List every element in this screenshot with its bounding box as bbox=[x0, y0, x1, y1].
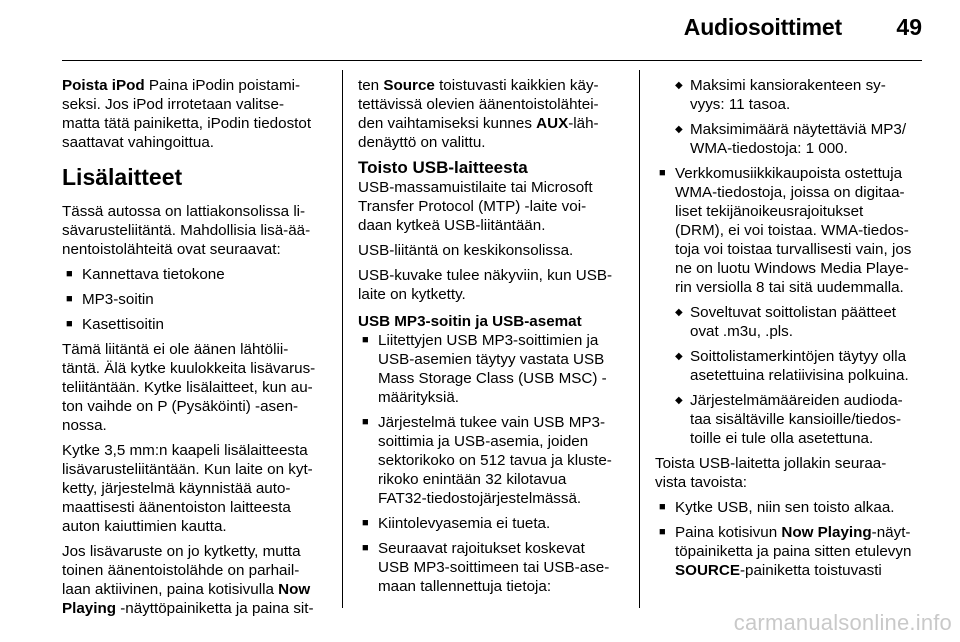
heading-lisalaitteet: Lisälaitteet bbox=[62, 164, 183, 190]
sub-list-item bbox=[655, 391, 923, 448]
text-line: USB-massamuistilaite tai Microsoft bbox=[358, 179, 593, 196]
diamond-bullet-icon: ◆ bbox=[675, 395, 683, 406]
text-line: Paina iPodin poistami- bbox=[144, 77, 301, 94]
text-line: ne on luotu Windows Media Playe- bbox=[675, 260, 909, 277]
text-line: töpainiketta ja paina sitten etulevyn bbox=[675, 543, 912, 560]
text-line: Kytke 3,5 mm:n kaapeli lisälaitteesta bbox=[62, 442, 308, 459]
text-line: USB-kuvake tulee näkyviin, kun USB- bbox=[358, 267, 613, 284]
text-line: tettävissä olevien äänentoistolähtei- bbox=[358, 96, 599, 113]
paragraph-source bbox=[358, 76, 624, 152]
paragraph-play-usb bbox=[655, 454, 923, 492]
page-number: 49 bbox=[896, 14, 922, 40]
text-line: matta tätä painiketta, iPodin tiedostot bbox=[62, 115, 312, 132]
paragraph-warning bbox=[62, 340, 328, 435]
list-item bbox=[358, 539, 624, 596]
text-line: denäyttö on valittu. bbox=[358, 134, 486, 151]
sub-list-item bbox=[655, 303, 923, 341]
diamond-bullet-icon: ◆ bbox=[675, 80, 683, 91]
text-line: vista tavoista: bbox=[655, 474, 748, 491]
page-header bbox=[0, 0, 960, 62]
paragraph-now-playing bbox=[62, 542, 328, 618]
text-line: toistuvasti kaikkien käy- bbox=[434, 77, 599, 94]
square-bullet-icon: ■ bbox=[362, 416, 369, 428]
text-line: toinen äänentoistolähde on parhail- bbox=[62, 562, 300, 579]
text-line: USB-asemien täytyy vastata USB bbox=[378, 351, 605, 368]
text-line: Verkkomusiikkikaupoista ostettuja bbox=[675, 165, 903, 182]
text-line: daan kytkeä USB-liitäntään. bbox=[358, 217, 546, 234]
text-line: saattavat vahingoittua. bbox=[62, 134, 214, 151]
square-bullet-icon: ■ bbox=[66, 293, 73, 305]
text-line: Kasettisoitin bbox=[82, 316, 164, 333]
list-item bbox=[62, 265, 328, 284]
square-bullet-icon: ■ bbox=[659, 501, 666, 513]
term-poista-ipod: Poista iPod bbox=[62, 77, 145, 94]
term-playing: Playing bbox=[62, 600, 117, 617]
diamond-bullet-icon: ◆ bbox=[675, 124, 683, 135]
text-line: -näyttöpainiketta ja paina sit- bbox=[116, 600, 314, 617]
term-source-button: SOURCE bbox=[675, 562, 740, 579]
text-line: Kannettava tietokone bbox=[82, 266, 225, 283]
text-line: Tässä autossa on lattiakonsolissa li- bbox=[62, 203, 306, 220]
sub-list-item bbox=[655, 347, 923, 385]
text-line: sektorikoko on 512 tavua ja kluste- bbox=[378, 452, 612, 469]
column-divider-1 bbox=[342, 70, 343, 608]
text-line: USB-liitäntä on keskikonsolissa. bbox=[358, 242, 574, 259]
text-line: maan tallennettuja tietoja: bbox=[378, 578, 552, 595]
text-line: Transfer Protocol (MTP) -laite voi- bbox=[358, 198, 587, 215]
paragraph-usb-intro bbox=[358, 178, 624, 235]
text-line: Järjestelmä tukee vain USB MP3- bbox=[378, 414, 606, 431]
text-line: Maksimi kansiorakenteen sy- bbox=[690, 77, 886, 94]
section-title: Audiosoittimet bbox=[683, 14, 842, 40]
text-line: toja voi toistaa turvallisesti vain, jos bbox=[675, 241, 912, 258]
diamond-bullet-icon: ◆ bbox=[675, 351, 683, 362]
list-item bbox=[655, 523, 923, 580]
text-line: -painiketta toistuvasti bbox=[739, 562, 882, 579]
text-line: soittimia ja USB-asemia, joiden bbox=[378, 433, 589, 450]
text-line: vyys: 11 tasoa. bbox=[690, 96, 791, 113]
sub-list-item bbox=[655, 76, 923, 114]
text-line: MP3-soitin bbox=[82, 291, 154, 308]
list-item bbox=[358, 331, 624, 407]
text-line: Soittolistamerkintöjen täytyy olla bbox=[690, 348, 907, 365]
paragraph-cable bbox=[62, 441, 328, 536]
text-line: toille ei tule olla asetettuna. bbox=[690, 430, 874, 447]
text-line: Kiintolevyasemia ei tueta. bbox=[378, 515, 551, 532]
text-line: rin versiolla 8 tai sitä uudemmalla. bbox=[675, 279, 904, 296]
text-line: sävarusteliitäntä. Mahdollisia lisä-ää- bbox=[62, 222, 311, 239]
watermark: carmanualsonline.info bbox=[733, 610, 952, 635]
text-line: -läh- bbox=[568, 115, 599, 132]
subheading-usb-mp3: USB MP3-soitin ja USB-asemat bbox=[358, 313, 582, 330]
list-item bbox=[358, 514, 624, 533]
text-line: seksi. Jos iPod irrotetaan valitse- bbox=[62, 96, 284, 113]
list-item bbox=[62, 315, 328, 334]
text-line: maattisesti äänentoiston laitteesta bbox=[62, 499, 291, 516]
text-line: Tämä liitäntä ei ole äänen lähtölii- bbox=[62, 341, 289, 358]
term-now-playing: Now Playing bbox=[781, 524, 872, 541]
square-bullet-icon: ■ bbox=[66, 318, 73, 330]
text-line: Järjestelmämääreiden audioda- bbox=[690, 392, 903, 409]
text-line: laan aktiivinen, paina kotisivulla bbox=[62, 581, 279, 598]
text-line: FAT32-tiedostojärjestelmässä. bbox=[378, 490, 582, 507]
text-line: auton kaiuttimien kautta. bbox=[62, 518, 227, 535]
text-line: laite on kytketty. bbox=[358, 286, 466, 303]
text-line: Paina kotisivun bbox=[675, 524, 782, 541]
text-line: Liitettyjen USB MP3-soittimien ja bbox=[378, 332, 599, 349]
column-1 bbox=[62, 76, 328, 624]
sub-list-item bbox=[655, 120, 923, 158]
text-line: Soveltuvat soittolistan päätteet bbox=[690, 304, 897, 321]
list-item bbox=[62, 290, 328, 309]
text-line: rikoko enintään 32 kilotavua bbox=[378, 471, 567, 488]
text-line: nentoistolähteitä ovat seuraavat: bbox=[62, 241, 281, 258]
list-item bbox=[655, 498, 923, 517]
text-line: den vaihtamiseksi kunnes bbox=[358, 115, 537, 132]
text-line: Jos lisävaruste on jo kytketty, mutta bbox=[62, 543, 301, 560]
term-source: Source bbox=[383, 77, 435, 94]
square-bullet-icon: ■ bbox=[362, 517, 369, 529]
text-line: WMA-tiedostoja, joissa on digitaa- bbox=[675, 184, 905, 201]
text-line: taa sisältäville kansioille/tiedos- bbox=[690, 411, 902, 428]
text-line: -näyt- bbox=[871, 524, 911, 541]
square-bullet-icon: ■ bbox=[659, 167, 666, 179]
text-line: ovat .m3u, .pls. bbox=[690, 323, 793, 340]
text-line: Seuraavat rajoitukset koskevat bbox=[378, 540, 585, 557]
text-line: (DRM), ei voi toistaa. WMA-tiedos- bbox=[675, 222, 909, 239]
text-line: Toista USB-laitetta jollakin seuraa- bbox=[655, 455, 887, 472]
term-now: Now bbox=[278, 581, 311, 598]
heading-usb-playback: Toisto USB-laitteesta bbox=[358, 158, 528, 177]
column-divider-2 bbox=[639, 70, 640, 608]
list-item bbox=[655, 164, 923, 297]
paragraph-usb-icon bbox=[358, 266, 624, 304]
text-line: Maksimimäärä näytettäviä MP3/ bbox=[690, 121, 907, 138]
square-bullet-icon: ■ bbox=[362, 542, 369, 554]
text-line: teliitäntään. Kytke lisälaitteet, kun au- bbox=[62, 379, 313, 396]
header-rule bbox=[62, 60, 922, 61]
square-bullet-icon: ■ bbox=[362, 334, 369, 346]
text-line: nossa. bbox=[62, 417, 107, 434]
text-line: WMA-tiedostoja: 1 000. bbox=[690, 140, 848, 157]
text-line: täntä. Älä kytke kuulokkeita lisävarus- bbox=[62, 360, 316, 377]
text-line: määrityksiä. bbox=[378, 389, 460, 406]
term-aux: AUX bbox=[536, 115, 569, 132]
text-line: asetettuina relatiivisina polkuina. bbox=[690, 367, 909, 384]
text-line: ten bbox=[358, 77, 384, 94]
text-line: Mass Storage Class (USB MSC) - bbox=[378, 370, 607, 387]
text-line: lisävarusteliitäntään. Kun laite on kyt- bbox=[62, 461, 313, 478]
diamond-bullet-icon: ◆ bbox=[675, 307, 683, 318]
text-line: Kytke USB, niin sen toisto alkaa. bbox=[675, 499, 895, 516]
column-2 bbox=[358, 76, 624, 602]
column-3 bbox=[655, 76, 923, 586]
paragraph-usb-location bbox=[358, 241, 624, 260]
text-line: liset tekijänoikeusrajoitukset bbox=[675, 203, 864, 220]
square-bullet-icon: ■ bbox=[66, 268, 73, 280]
text-line: ketty, järjestelmä käynnistää auto- bbox=[62, 480, 291, 497]
paragraph-intro bbox=[62, 202, 328, 259]
square-bullet-icon: ■ bbox=[659, 526, 666, 538]
text-line: USB MP3-soittimeen tai USB-ase- bbox=[378, 559, 610, 576]
list-item bbox=[358, 413, 624, 508]
paragraph-poista-ipod bbox=[62, 76, 328, 152]
text-line: ton vaihde on P (Pysäköinti) -asen- bbox=[62, 398, 299, 415]
